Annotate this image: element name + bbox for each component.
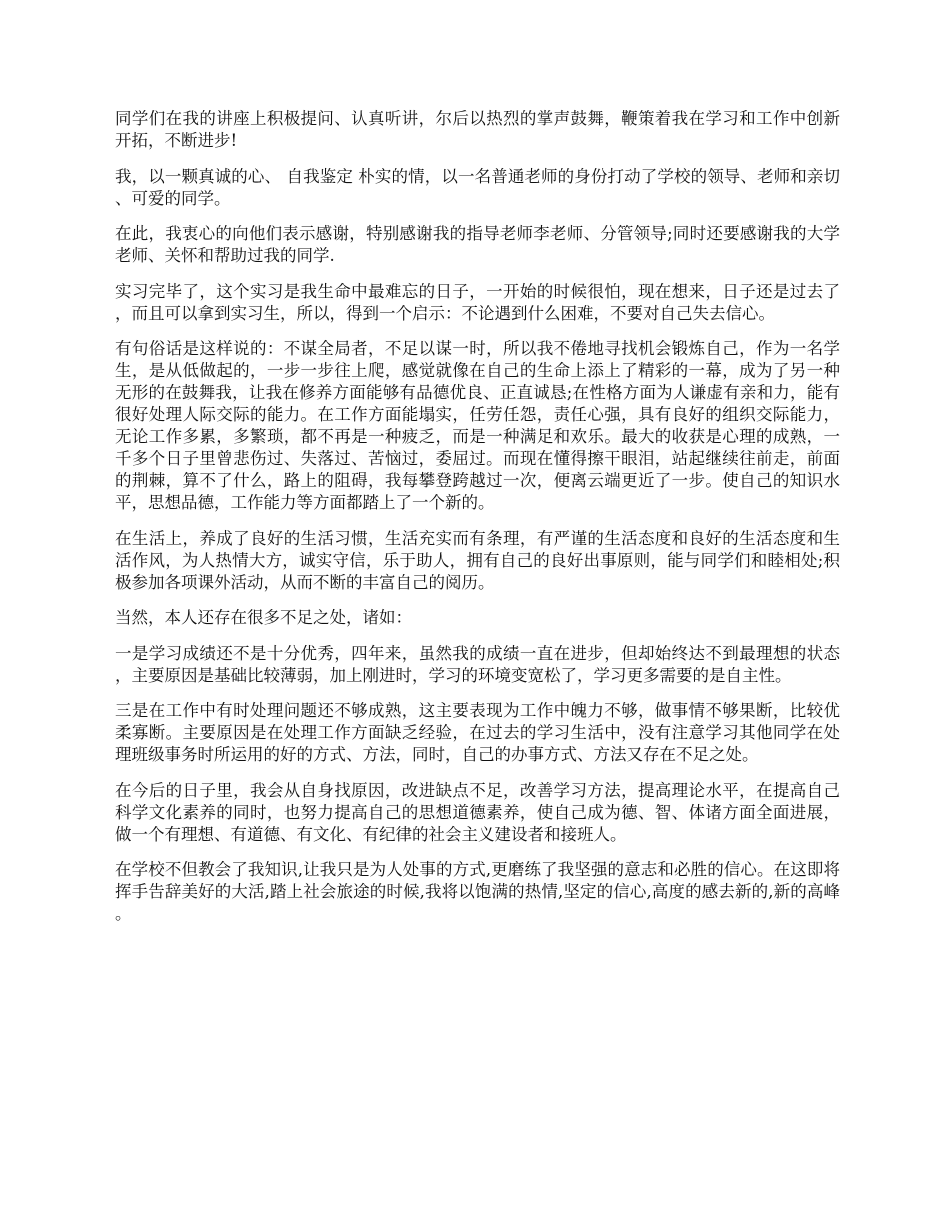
paragraph-11: 在学校不但教会了我知识,让我只是为人处事的方式,更磨练了我坚强的意志和必胜的信心。在这即将挥手告辞美好的大活,踏上社会旅途的时候,我将以饱满的热情,坚定的信心,高度的感去新的,新的高峰。 xyxy=(115,860,840,923)
paragraph-6: 在生活上，养成了良好的生活习惯，生活充实而有条理，有严谨的生活态度和良好的生活态度和生活作风，为人热情大方，诚实守信，乐于助人，拥有自己的良好出事原则，能与同学们和睦相处;积极参加各项课外活动，从而不断的丰富自己的阅历。 xyxy=(115,528,840,592)
paragraph-4: 实习完毕了，这个实习是我生命中最难忘的日子，一开始的时候很怕，现在想来，日子还是过去了，而且可以拿到实习生，所以，得到一个启示：不论遇到什么困难，不要对自己失去信心。 xyxy=(115,281,840,323)
paragraph-9: 三是在工作中有时处理问题还不够成熟，这主要表现为工作中魄力不够，做事情不够果断，比较优柔寡断。主要原因是在处理工作方面缺乏经验，在过去的学习生活中，没有注意学习其他同学在处理班级事务时所运用的好的方式、方法，同时，自己的办事方式、方法又存在不足之处。 xyxy=(115,701,840,764)
paragraph-1: 同学们在我的讲座上积极提问、认真听讲，尔后以热烈的掌声鼓舞，鞭策着我在学习和工作中创新开拓，不断进步! xyxy=(115,109,840,150)
paragraph-2: 我，以一颗真诚的心、 自我鉴定 朴实的情，以一名普通老师的身份打动了学校的领导、老师和亲切、可爱的同学。 xyxy=(115,166,840,208)
document-body xyxy=(115,108,840,939)
paragraph-3: 在此，我衷心的向他们表示感谢，特别感谢我的指导老师李老师、分管领导;同时还要感谢我的大学老师、关怀和帮助过我的同学. xyxy=(115,224,840,265)
paragraph-7: 当然，本人还存在很多不足之处，诸如： xyxy=(115,608,412,627)
paragraph-8: 一是学习成绩还不是十分优秀，四年来，虽然我的成绩一直在进步，但却始终达不到最理想的状态，主要原因是基础比较薄弱，加上刚进时，学习的环境变宽松了，学习更多需要的是自主性。 xyxy=(115,643,840,685)
paragraph-5: 有句俗话是这样说的：不谋全局者，不足以谋一时，所以我不倦地寻找机会锻炼自己，作为一名学生，是从低做起的，一步一步往上爬，感觉就像在自己的生命上添上了精彩的一幕，成为了另一种无形的在鼓舞我，让我在修养方面能够有品德优良、正直诚恳;在性格方面为人谦虚有亲和力，能有很好处理人际交际的能力。在工作方面能塌实，任劳任怨，责任心强，具有良好的组织交际能力，无论工作多累，多繁琐，都不再是一种疲乏，而是一种满足和欢乐。最大的收获是心理的成熟，一千多个日子里曾悲伤过、失落过、苦恼过，委屈过。而现在懂得擦干眼泪，站起继续往前走，前面的荆棘，算不了什么，路上的阻碍，我每攀登跨越过一次，便离云端更近了一步。使自己的知识水平，思想品德，工作能力等方面都踏上了一个新的。 xyxy=(115,339,840,512)
paragraph-10: 在今后的日子里，我会从自身找原因，改进缺点不足，改善学习方法，提高理论水平，在提高自己科学文化素养的同时，也努力提高自己的思想道德素养，使自己成为德、智、体诸方面全面进展，做一个有理想、有道德、有文化、有纪律的社会主义建设者和接班人。 xyxy=(115,780,840,844)
